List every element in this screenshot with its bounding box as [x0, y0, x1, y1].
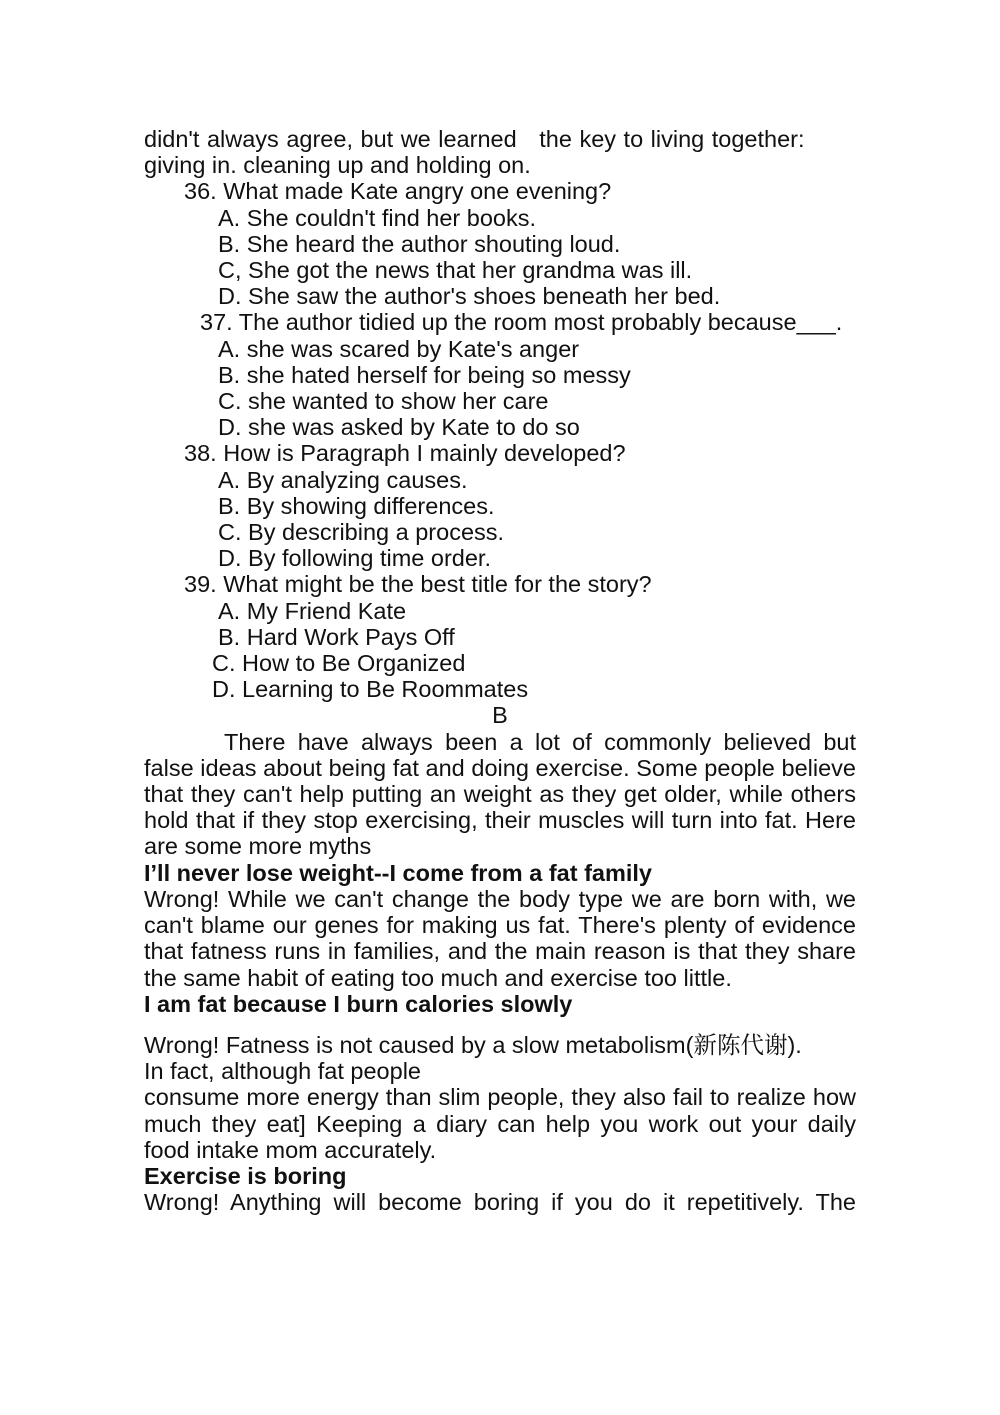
- option-a: A. she was scared by Kate's anger: [218, 335, 580, 362]
- myth-3-heading: Exercise is boring: [144, 1162, 347, 1189]
- question-38: [144, 440, 856, 571]
- myth-2-heading: I am fat because I burn calories slowly: [144, 990, 573, 1017]
- option-d: D. She saw the author's shoes beneath her bed.: [218, 283, 721, 310]
- option-d: D. she was asked by Kate to do so: [218, 414, 580, 441]
- passage-a-line-2: giving in. cleaning up and holding on.: [144, 152, 531, 179]
- option-c: C. she wanted to show her care: [218, 388, 549, 415]
- myth-2-body-line-2: In fact, although fat people: [144, 1058, 421, 1085]
- option-a: A. By analyzing causes.: [218, 466, 468, 493]
- question-37: [144, 309, 856, 440]
- myth-2-body-line-1: Wrong! Fatness is not caused by a slow metabolism(新陈代谢).: [144, 1031, 802, 1058]
- option-a: A. My Friend Kate: [218, 597, 407, 624]
- option-c: C. By describing a process.: [218, 519, 505, 546]
- question-stem: 38. How is Paragraph I mainly developed?: [184, 440, 626, 467]
- question-stem: 36. What made Kate angry one evening?: [184, 178, 612, 205]
- passage-a-line-1: didn't always agree, but we learned the key to living together:: [144, 126, 805, 152]
- question-stem: 37. The author tidied up the room most probably because___.: [200, 309, 843, 336]
- option-c: C, She got the news that her grandma was ill.: [218, 257, 693, 284]
- passage-b-label: B: [492, 702, 508, 729]
- myth-2-body-line-3: consume more energy than slim people, they also fail to realize how much they eat] Keeping a diary can help you work out your daily food intake mom accurately.: [144, 1084, 856, 1163]
- passage-a-ending: [144, 126, 856, 178]
- question-39: [144, 571, 856, 702]
- passage-b-intro: There have always been a lot of commonly believed but false ideas about being fat and doing exercise. Some people believe that they can't help putting an weight as they get older, while others hold that if they stop exercising, their muscles will turn into fat. Here are some more myths: [144, 728, 856, 860]
- myth-1-body: Wrong! While we can't change the body type we are born with, we can't blame our genes for making us fat. There's plenty of evidence that fatness runs in families, and the main reason is that they share the same habit of eating too much and exercise too little.: [144, 885, 856, 991]
- option-d: D. Learning to Be Roommates: [212, 676, 529, 703]
- option-b: B. She heard the author shouting loud.: [218, 230, 621, 257]
- myth-1-heading: I’ll never lose weight--I come from a fat family: [144, 859, 652, 886]
- question-36: [144, 178, 856, 309]
- option-b: B. Hard Work Pays Off: [218, 623, 455, 650]
- myth-3-body: Wrong! Anything will become boring if you do it repetitively. The: [144, 1189, 856, 1216]
- question-stem: 39. What might be the best title for the story?: [184, 571, 652, 598]
- option-b: B. By showing differences.: [218, 492, 495, 519]
- document-page: [144, 126, 856, 1215]
- option-b: B. she hated herself for being so messy: [218, 361, 631, 388]
- option-a: A. She couldn't find her books.: [218, 204, 537, 231]
- option-d: D. By following time order.: [218, 545, 491, 572]
- option-c: C. How to Be Organized: [212, 650, 466, 677]
